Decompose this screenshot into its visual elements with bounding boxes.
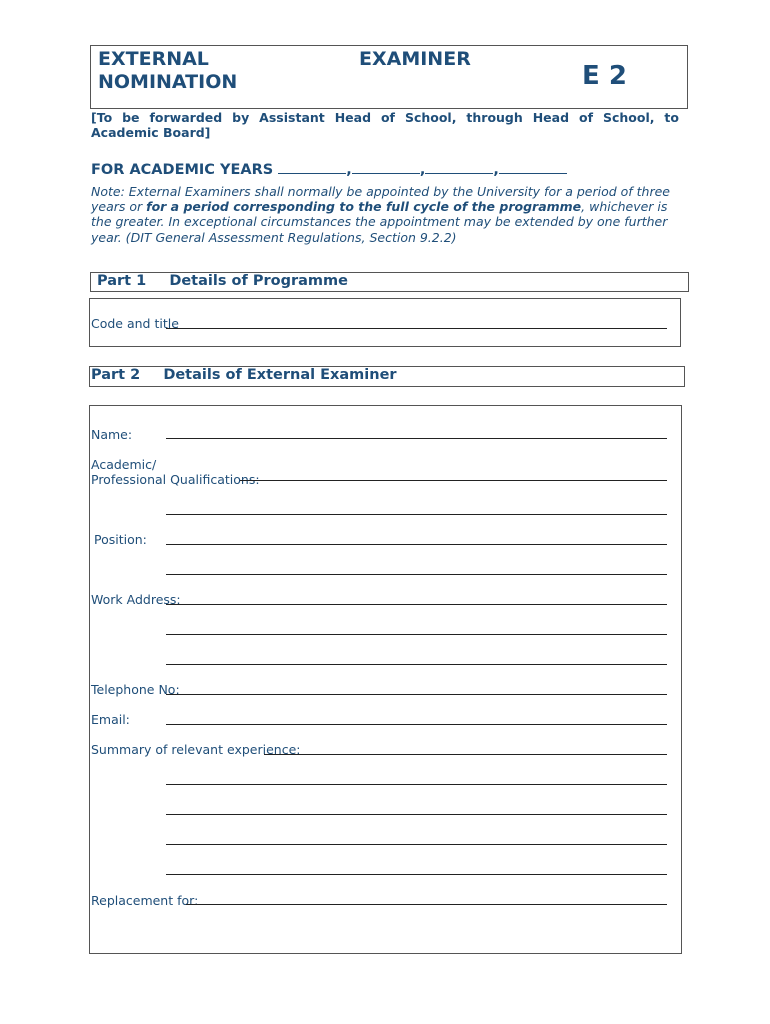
- summary-input-line-1[interactable]: [264, 754, 667, 755]
- replacement-input-line[interactable]: [186, 904, 667, 905]
- telephone-label: Telephone No:: [91, 682, 180, 697]
- year-blank-2[interactable]: [352, 159, 420, 174]
- part2-frame: [89, 405, 682, 954]
- note-text-start: Note: External Examiners shall normally be appointed by the University for a period of three years or: [91, 184, 670, 215]
- part2-heading: [89, 366, 685, 387]
- year-blank-1[interactable]: [278, 159, 346, 174]
- part1-title: Details of Programme: [169, 273, 348, 289]
- summary-input-line-2[interactable]: [166, 784, 667, 785]
- replacement-label: Replacement for:: [91, 893, 199, 908]
- summary-input-line-3[interactable]: [166, 814, 667, 815]
- work-address-input-line-3[interactable]: [166, 664, 667, 665]
- note-text-end: , whichever is the greater. In exceptional circumstances the appointment may be extended by one further year. (DIT General Assessment Regulations, Section 9.2.2): [91, 199, 668, 245]
- work-address-label: Work Address:: [91, 592, 181, 607]
- part2-number: Part 2: [91, 367, 141, 383]
- part1-heading: [90, 272, 689, 292]
- academic-years-label: FOR ACADEMIC YEARS: [91, 162, 274, 178]
- summary-input-line-5[interactable]: [166, 874, 667, 875]
- part2-title: Details of External Examiner: [163, 367, 397, 383]
- position-input-line-2[interactable]: [166, 574, 667, 575]
- position-input-line-1[interactable]: [166, 544, 667, 545]
- academic-years-line: [91, 159, 567, 178]
- part1-number: Part 1: [97, 273, 147, 289]
- title-word-nomination: NOMINATION: [98, 71, 238, 93]
- forwarding-note: [To be forwarded by Assistant Head of School, through Head of School, to Academic Board]: [91, 110, 679, 140]
- note-text-bold: for a period corresponding to the full cycle of the programme: [146, 199, 582, 215]
- qualifications-label-line1: Academic/: [91, 457, 157, 472]
- work-address-input-line-2[interactable]: [166, 634, 667, 635]
- title-word-examiner: EXAMINER: [359, 48, 471, 70]
- year-separator: ,: [346, 162, 352, 178]
- name-input-line[interactable]: [166, 438, 667, 439]
- position-label: Position:: [94, 532, 147, 547]
- year-separator: ,: [493, 162, 499, 178]
- form-code: E 2: [582, 61, 627, 91]
- year-blank-4[interactable]: [499, 159, 567, 174]
- code-title-label: Code and title: [91, 316, 179, 331]
- year-blank-3[interactable]: [425, 159, 493, 174]
- email-input-line[interactable]: [166, 724, 667, 725]
- work-address-input-line-1[interactable]: [166, 604, 667, 605]
- telephone-input-line[interactable]: [166, 694, 667, 695]
- summary-label: Summary of relevant experience:: [91, 742, 301, 757]
- title-word-external: EXTERNAL: [98, 48, 209, 70]
- name-label: Name:: [91, 427, 133, 442]
- qualifications-label-line2: Professional Qualifications:: [91, 472, 260, 487]
- qualifications-input-line-1[interactable]: [240, 480, 667, 481]
- code-title-input-line[interactable]: [166, 328, 667, 329]
- email-label: Email:: [91, 712, 130, 727]
- year-separator: ,: [419, 162, 426, 178]
- qualifications-input-line-2[interactable]: [166, 514, 667, 515]
- summary-input-line-4[interactable]: [166, 844, 667, 845]
- title-box: [90, 45, 688, 109]
- appointment-note: [91, 184, 679, 245]
